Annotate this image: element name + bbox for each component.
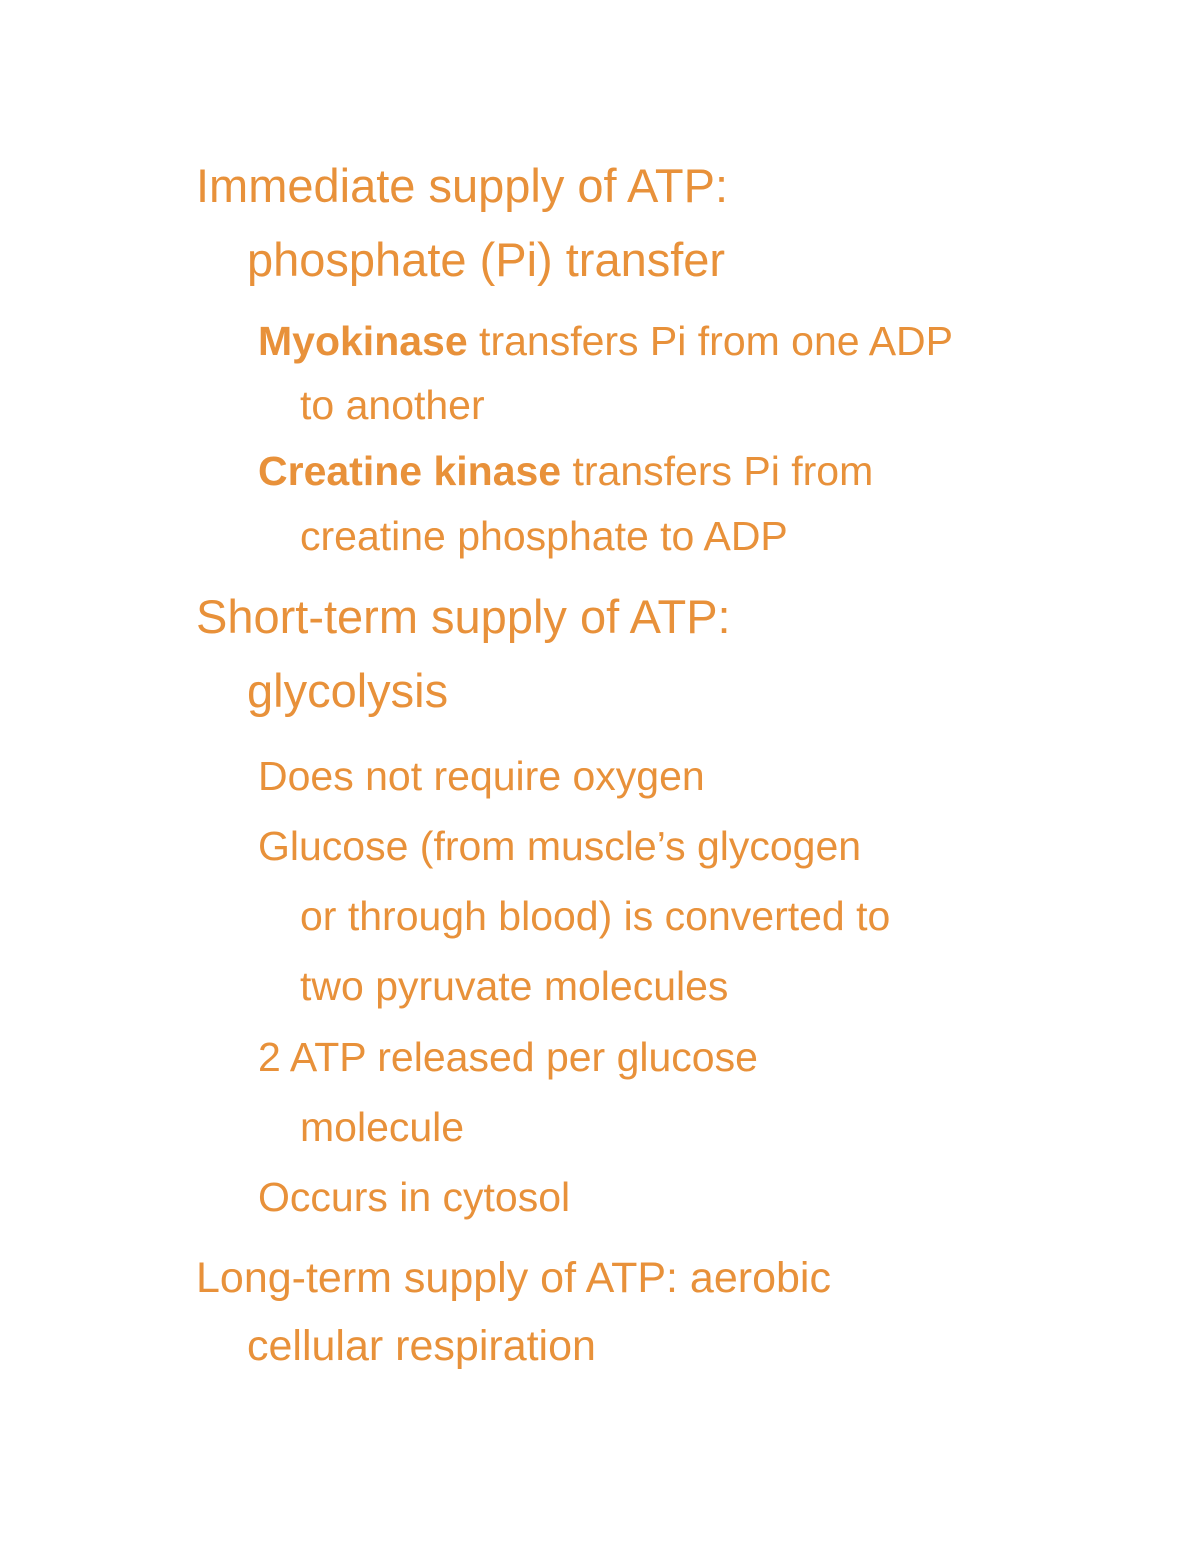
bullet-2atp: 2 ATP released per glucose [258, 1034, 758, 1080]
heading-shortterm-line1: Short-term supply of ATP: [196, 590, 731, 643]
term-myokinase: Myokinase [258, 318, 468, 364]
bullet-myokinase-text: transfers Pi from one ADP [467, 318, 954, 364]
bullet-glucose-cont2: two pyruvate molecules [300, 963, 729, 1009]
heading-longterm-line2: cellular respiration [247, 1322, 596, 1370]
heading-immediate-line2: phosphate (Pi) transfer [247, 233, 726, 286]
bullet-creatine-kinase-text: transfers Pi from [561, 448, 874, 494]
bullet-myokinase [258, 318, 954, 364]
bullet-creatine-kinase [258, 448, 874, 494]
bullet-glucose: Glucose (from muscle’s glycogen [258, 823, 862, 869]
heading-shortterm-line2: glycolysis [247, 664, 449, 717]
bullet-cytosol: Occurs in cytosol [258, 1174, 571, 1220]
bullet-creatine-kinase-cont: creatine phosphate to ADP [300, 513, 788, 559]
term-creatine-kinase: Creatine kinase [258, 448, 562, 494]
heading-longterm-line1: Long-term supply of ATP: aerobic [196, 1254, 831, 1302]
bullet-no-oxygen: Does not require oxygen [258, 753, 705, 799]
heading-immediate-line1: Immediate supply of ATP: [196, 159, 729, 212]
bullet-2atp-cont: molecule [300, 1104, 465, 1150]
bullet-glucose-cont1: or through blood) is converted to [300, 893, 891, 939]
bullet-myokinase-cont: to another [300, 382, 485, 428]
